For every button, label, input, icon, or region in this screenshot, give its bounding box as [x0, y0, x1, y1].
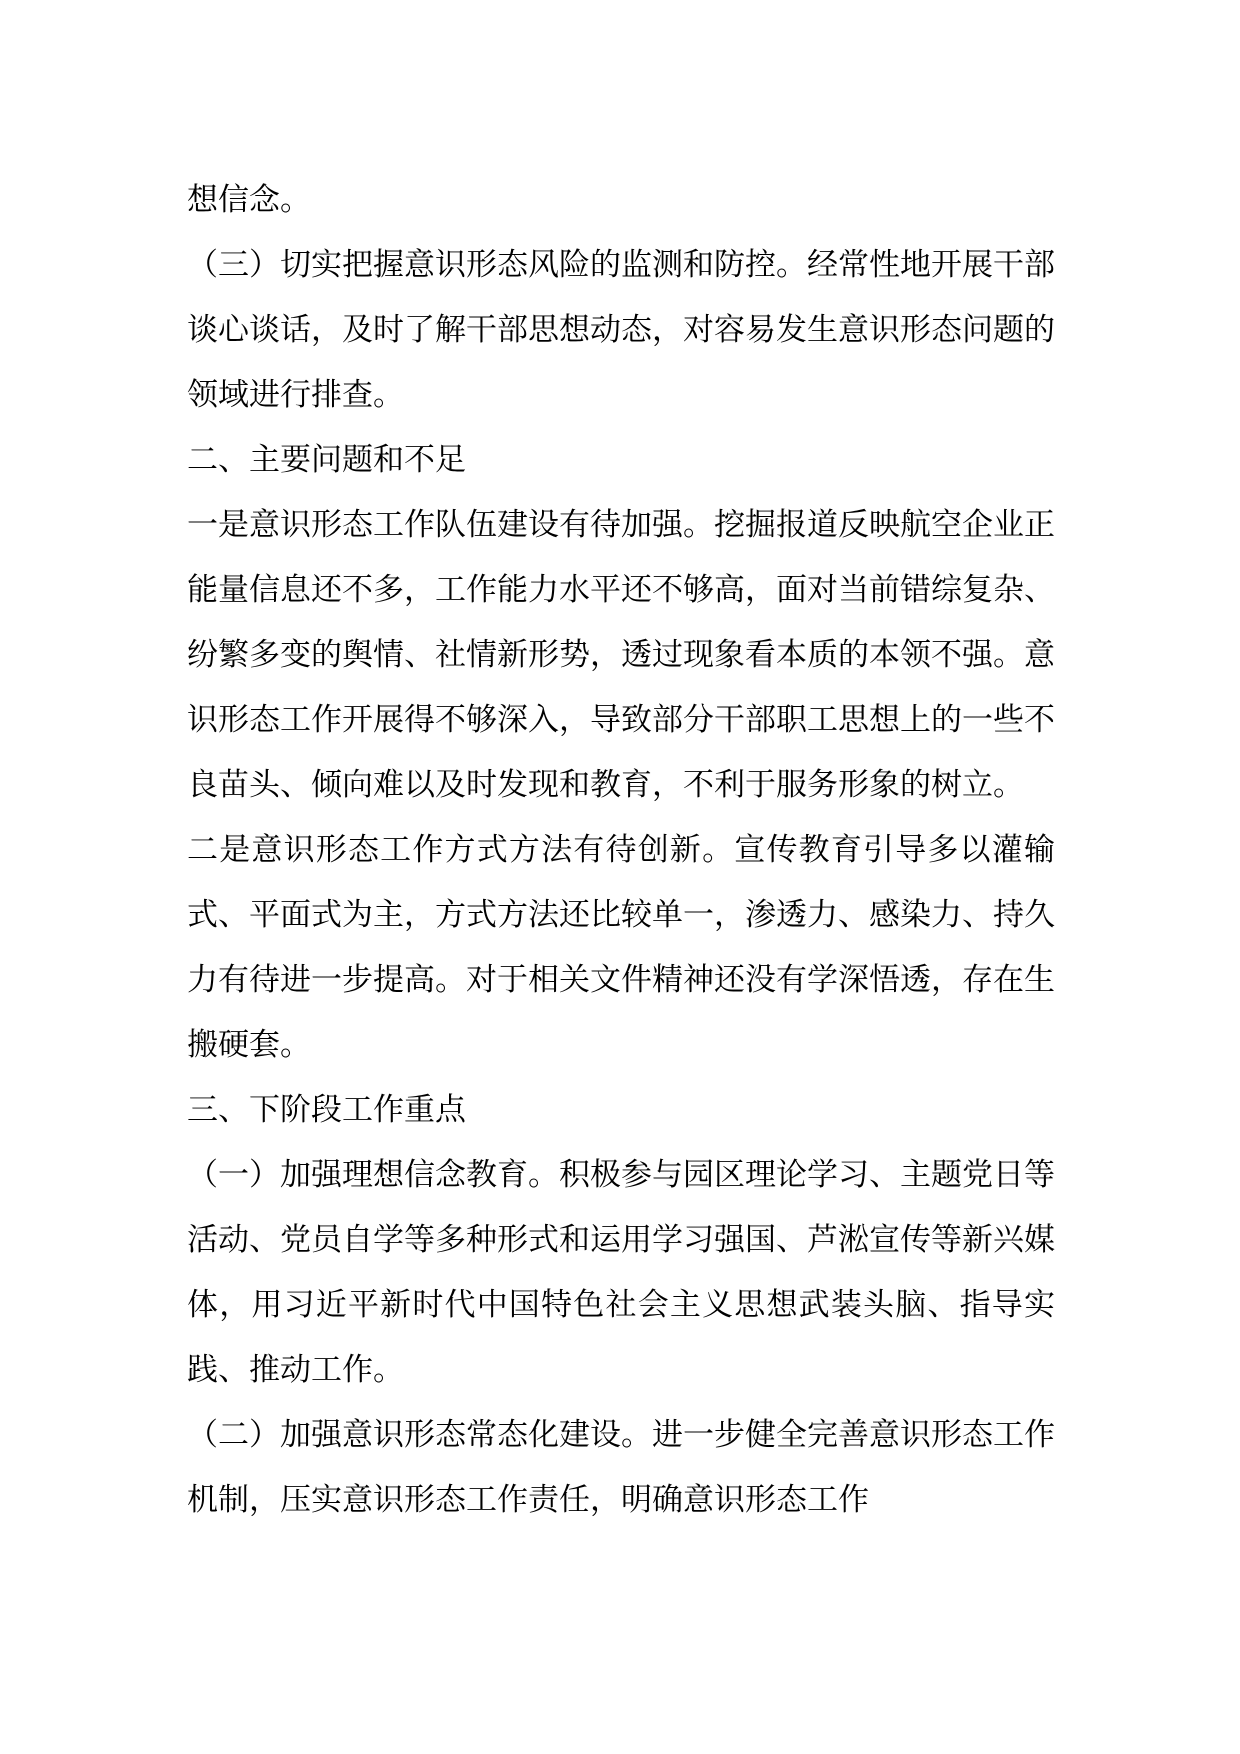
document-body	[187, 168, 1055, 1533]
section-heading-next-steps: 三、下阶段工作重点	[187, 1092, 466, 1128]
paragraph-problem-1: 一是意识形态工作队伍建设有待加强。挖掘报道反映航空企业正能量信息还不多，工作能力水平还不够高，面对当前错综复杂、纷繁多变的舆情、社情新形势，透过现象看本质的本领不强。意识形态工作开展得不够深入，导致部分干部职工思想上的一些不良苗头、倾向难以及时发现和教育，不利于服务形象的树立。	[187, 507, 1055, 803]
paragraph-plan-2: （二）加强意识形态常态化建设。进一步健全完善意识形态工作机制，压实意识形态工作责任，明确意识形态工作	[187, 1417, 1055, 1518]
paragraph-plan-1: （一）加强理想信念教育。积极参与园区理论学习、主题党日等活动、党员自学等多种形式和运用学习强国、芦淞宣传等新兴媒体，用习近平新时代中国特色社会主义思想武装头脑、指导实践、推动工作。	[187, 1157, 1055, 1388]
section-heading-problems: 二、主要问题和不足	[187, 442, 466, 478]
paragraph-continuation: 想信念。	[187, 182, 311, 218]
paragraph-item-3-risk-monitoring: （三）切实把握意识形态风险的监测和防控。经常性地开展干部谈心谈话，及时了解干部思想动态，对容易发生意识形态问题的领域进行排查。	[187, 247, 1055, 413]
paragraph-problem-2: 二是意识形态工作方式方法有待创新。宣传教育引导多以灌输式、平面式为主，方式方法还比较单一，渗透力、感染力、持久力有待进一步提高。对于相关文件精神还没有学深悟透，存在生搬硬套。	[187, 832, 1055, 1063]
